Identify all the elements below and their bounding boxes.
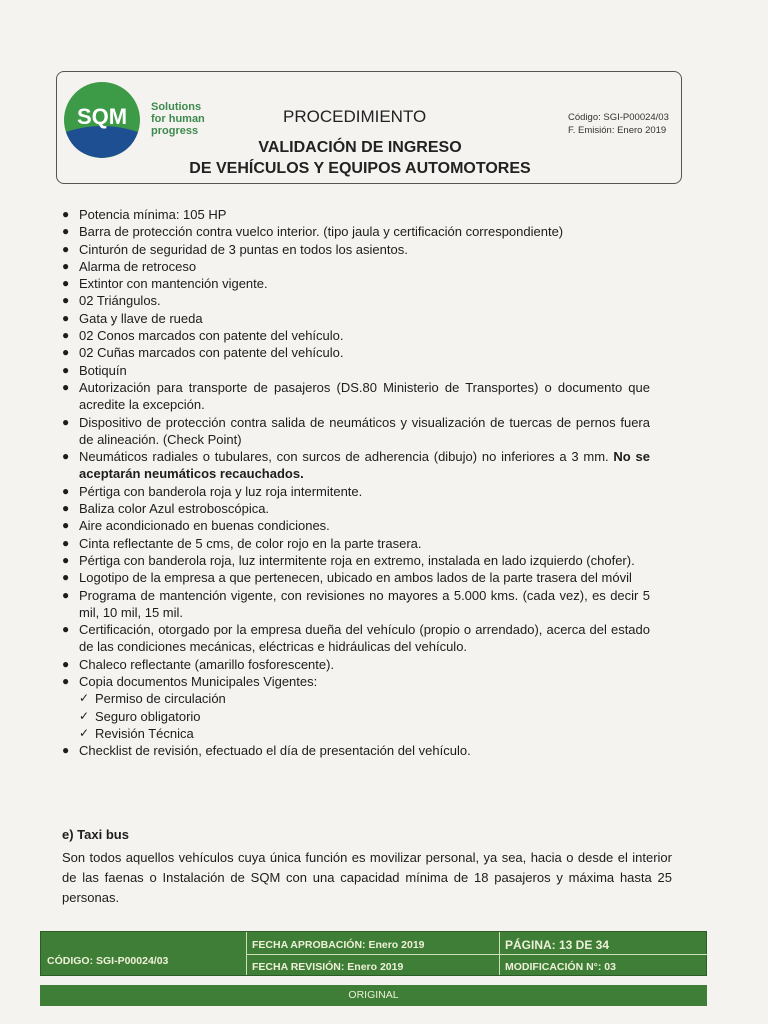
tagline-line: Solutions (151, 101, 202, 113)
footer-table (40, 931, 707, 976)
list-item: ● Pértiga con banderola roja y luz roja intermitente. (62, 483, 363, 499)
list-item: ● Cinta reflectante de 5 cms, de color rojo en la parte trasera. (62, 535, 422, 551)
list-item: ● Chaleco reflectante (amarillo fosforescente). (62, 656, 335, 672)
list-item: ● Gata y llave de rueda (62, 310, 203, 326)
list-item: ● Logotipo de la empresa a que pertenecen, ubicado en ambos lados de la parte trasera del móvil (62, 570, 632, 586)
issue-date: F. Emisión: Enero 2019 (568, 125, 667, 136)
list-item-tires: ● Neumáticos radiales o tubulares, con surcos de adherencia (dibujo) no inferiores a 3 mm. No se aceptarán neumáticos recauchados. (62, 449, 650, 482)
list-item: ● Pértiga con banderola roja, luz intermitente roja en extremo, instalada en lado izquierdo (chofer). (62, 552, 635, 568)
logo-tagline (151, 101, 231, 137)
footer-modification: MODIFICACIÓN N°: 03 (505, 961, 616, 973)
list-item: ● Baliza color Azul estroboscópica. (62, 501, 270, 517)
list-item: ● 02 Conos marcados con patente del vehículo. (62, 328, 344, 344)
list-item: ● Programa de mantención vigente, con revisiones no mayores a 5.000 kms. (cada vez), es decir 5 mil, 10 mil, 15 mil. (62, 587, 650, 620)
footer-approval-date: FECHA APROBACIÓN: Enero 2019 (252, 939, 425, 951)
list-item: ● Cinturón de seguridad de 3 puntas en todos los asientos. (62, 241, 408, 257)
original-stamp: ORIGINAL (40, 985, 707, 1006)
title-line-2: DE VEHÍCULOS Y EQUIPOS AUTOMOTORES (189, 160, 531, 177)
procedure-label: PROCEDIMIENTO (283, 107, 427, 126)
list-item: ● Alarma de retroceso (62, 258, 197, 274)
title-line-1: VALIDACIÓN DE INGRESO (258, 139, 462, 156)
list-item: ● 02 Triángulos. (62, 293, 161, 309)
list-item: ● Barra de protección contra vuelco interior. (tipo jaula y certificación correspondiente) (62, 224, 564, 240)
list-item-documents: ● Copia documentos Municipales Vigentes: ✓ Permiso de circulación ✓ Seguro obligatorio ✓ Revisión Técnica (60, 673, 650, 742)
section-heading: e) Taxi bus (62, 827, 129, 842)
sublist-item: ✓ Revisión Técnica (79, 725, 194, 741)
check-icon: ✓ (79, 691, 90, 706)
tire-warning: No se aceptarán neumáticos recauchados. (79, 449, 650, 482)
section-paragraph: Son todos aquellos vehículos cuya única función es movilizar personal, ya sea, hacia o desde el interior de las faenas o Instalación de SQM con una capacidad mínima de 18 pasajeros y máxima hasta 25 personas. (62, 850, 672, 905)
requirements-list (60, 206, 650, 760)
sublist-item: ✓ Seguro obligatorio (79, 708, 201, 724)
footer-revision-date: FECHA REVISIÓN: Enero 2019 (252, 961, 404, 973)
list-item: ● 02 Cuñas marcados con patente del vehículo. (62, 345, 344, 361)
list-item: ● Dispositivo de protección contra salida de neumáticos y visualización de tuercas de pernos fuera de alineación. (Check Point) (62, 414, 650, 447)
list-item: ● Checklist de revisión, efectuado el día de presentación del vehículo. (62, 743, 471, 759)
list-item: ● Potencia mínima: 105 HP (62, 207, 227, 222)
document-code: Código: SGI-P00024/03 (568, 112, 669, 123)
check-icon: ✓ (79, 708, 90, 723)
list-item: ● Extintor con mantención vigente. (62, 276, 268, 292)
documents-sublist (79, 690, 650, 742)
sublist-item: ✓ Permiso de circulación (79, 691, 226, 707)
document-meta (568, 111, 669, 137)
tagline-line: progress (151, 125, 199, 137)
list-item: ● Certificación, otorgado por la empresa dueña del vehículo (propio o arrendado), acerca del estado de las condiciones mecánicas, eléctricas e hidráulicas del vehículo. (62, 622, 650, 655)
sqm-logo (62, 80, 142, 160)
list-item: ● Botiquín (62, 362, 127, 378)
list-item: ● Aire acondicionado en buenas condiciones. (62, 518, 330, 534)
document-title (160, 137, 560, 179)
footer-page: PÁGINA: 13 DE 34 (505, 938, 610, 952)
tagline-line: for human (151, 113, 205, 125)
check-icon: ✓ (79, 725, 90, 740)
list-item: ● Autorización para transporte de pasajeros (DS.80 Ministerio de Transportes) o documento que acredite la excepción. (62, 379, 650, 413)
logo-text: SQM (76, 104, 128, 129)
footer-code: CÓDIGO: SGI-P00024/03 (47, 955, 169, 967)
